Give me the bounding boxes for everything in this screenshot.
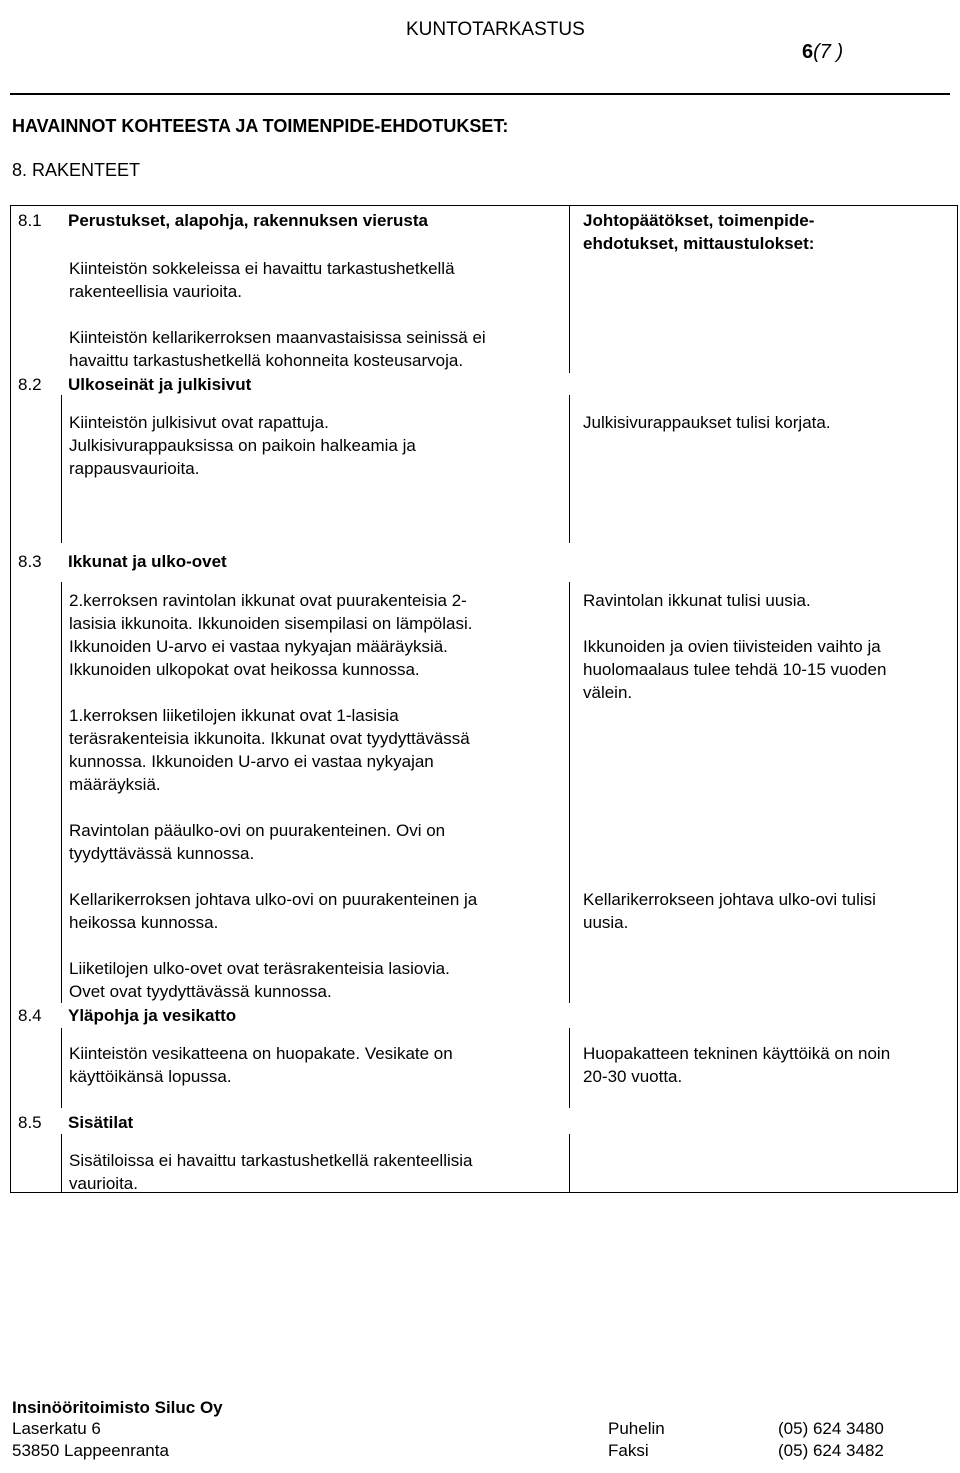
finding-text: Kiinteistön kellarikerroksen maanvastaisissa seinissä ei <box>69 328 486 347</box>
finding-text: 2.kerroksen ravintolan ikkunat ovat puurakenteisia 2- <box>69 591 467 610</box>
finding-text: Kellarikerroksen johtava ulko-ovi on puurakenteinen ja <box>69 890 478 909</box>
conclusion-text: välein. <box>583 683 633 702</box>
footer-company: Insinööritoimisto Siluc Oy <box>12 1398 223 1417</box>
conclusion-text: 20-30 vuotta. <box>583 1067 683 1086</box>
finding-text: tyydyttävässä kunnossa. <box>69 844 255 863</box>
section-title: Yläpohja ja vesikatto <box>68 1006 237 1025</box>
conclusions-column-header-line2: ehdotukset, mittaustulokset: <box>583 234 815 253</box>
finding-text: Ikkunoiden ulkopokat ovat heikossa kunnossa. <box>69 660 420 679</box>
section-number: 8.1 <box>18 211 42 230</box>
section-number: 8.3 <box>18 552 42 571</box>
column-divider-4 <box>569 1028 570 1108</box>
conclusion-text: Julkisivurappaukset tulisi korjata. <box>583 413 831 432</box>
finding-text: Kiinteistön julkisivut ovat rapattuja. <box>69 413 329 432</box>
section-title: Perustukset, alapohja, rakennuksen vierusta <box>68 211 428 230</box>
conclusion-text: Ikkunoiden ja ovien tiivisteiden vaihto ja <box>583 637 881 656</box>
footer-phone: (05) 624 3480 <box>778 1419 884 1438</box>
finding-text: Kiinteistön sokkeleissa ei havaittu tarkastushetkellä <box>69 259 455 278</box>
column-divider-1 <box>569 205 570 373</box>
conclusion-text: Kellarikerrokseen johtava ulko-ovi tulisi <box>583 890 876 909</box>
column-divider-5 <box>569 1134 570 1193</box>
footer-phone-label: Puhelin <box>608 1419 665 1438</box>
column-divider-3 <box>569 582 570 1003</box>
section-number: 8.2 <box>18 375 42 394</box>
footer-fax: (05) 624 3482 <box>778 1441 884 1460</box>
page-current: 6 <box>802 41 814 63</box>
finding-text: havaittu tarkastushetkellä kohonneita kosteusarvoja. <box>69 351 464 370</box>
finding-text: Ikkunoiden U-arvo ei vastaa nykyajan määräyksiä. <box>69 637 448 656</box>
indent-divider-3 <box>61 1028 62 1108</box>
finding-text: rakenteellisia vaurioita. <box>69 282 242 301</box>
section-title: Ikkunat ja ulko-ovet <box>68 552 227 571</box>
finding-text: Julkisivurappauksissa on paikoin halkeamia ja <box>69 436 416 455</box>
finding-text: Ovet ovat tyydyttävässä kunnossa. <box>69 982 332 1001</box>
finding-text: määräyksiä. <box>69 775 161 794</box>
conclusion-text: Huopakatteen tekninen käyttöikä on noin <box>583 1044 891 1063</box>
finding-text: Sisätiloissa ei havaittu tarkastushetkellä rakenteellisia <box>69 1151 473 1170</box>
section-number: 8.4 <box>18 1006 42 1025</box>
document-type-title: KUNTOTARKASTUS <box>406 19 585 40</box>
conclusions-column-header-line1: Johtopäätökset, toimenpide- <box>583 211 815 230</box>
section-8-5-heading <box>18 1111 133 1134</box>
finding-text: Liiketilojen ulko-ovet ovat teräsrakenteisia lasiovia. <box>69 959 450 978</box>
finding-text: Ravintolan pääulko-ovi on puurakenteinen. Ovi on <box>69 821 446 840</box>
footer-street: Laserkatu 6 <box>12 1419 101 1438</box>
page-number <box>802 41 843 64</box>
page-heading: HAVAINNOT KOHTEESTA JA TOIMENPIDE-EHDOTUKSET: <box>12 116 509 136</box>
conclusion-text: Ravintolan ikkunat tulisi uusia. <box>583 591 811 610</box>
header-divider <box>10 93 950 95</box>
section-title: Sisätilat <box>68 1113 134 1132</box>
section-8-4-heading <box>18 1004 236 1027</box>
finding-text: lasisia ikkunoita. Ikkunoiden sisempilasi on lämpölasi. <box>69 614 473 633</box>
footer-city: 53850 Lappeenranta <box>12 1441 169 1460</box>
section-number: 8.5 <box>18 1113 42 1132</box>
finding-text: heikossa kunnossa. <box>69 913 219 932</box>
column-divider-2 <box>569 395 570 543</box>
section-group-heading: 8. RAKENTEET <box>12 160 141 180</box>
conclusion-text: uusia. <box>583 913 629 932</box>
finding-text: vaurioita. <box>69 1174 138 1193</box>
section-8-2-heading <box>18 373 251 396</box>
indent-divider-4 <box>61 1134 62 1193</box>
section-title: Ulkoseinät ja julkisivut <box>68 375 252 394</box>
finding-text: Kiinteistön vesikatteena on huopakate. Vesikate on <box>69 1044 453 1063</box>
finding-text: rappausvaurioita. <box>69 459 200 478</box>
finding-text: 1.kerroksen liiketilojen ikkunat ovat 1-lasisia <box>69 706 399 725</box>
indent-divider-2 <box>61 582 62 1003</box>
conclusion-text: huolomaalaus tulee tehdä 10-15 vuoden <box>583 660 887 679</box>
indent-divider-1 <box>61 395 62 543</box>
footer-fax-label: Faksi <box>608 1441 649 1460</box>
finding-text: teräsrakenteisia ikkunoita. Ikkunat ovat tyydyttävässä <box>69 729 470 748</box>
page-total: (7 ) <box>813 41 844 63</box>
finding-text: käyttöikänsä lopussa. <box>69 1067 232 1086</box>
section-8-1-heading <box>18 209 428 232</box>
section-8-3-heading <box>18 550 227 573</box>
finding-text: kunnossa. Ikkunoiden U-arvo ei vastaa nykyajan <box>69 752 434 771</box>
